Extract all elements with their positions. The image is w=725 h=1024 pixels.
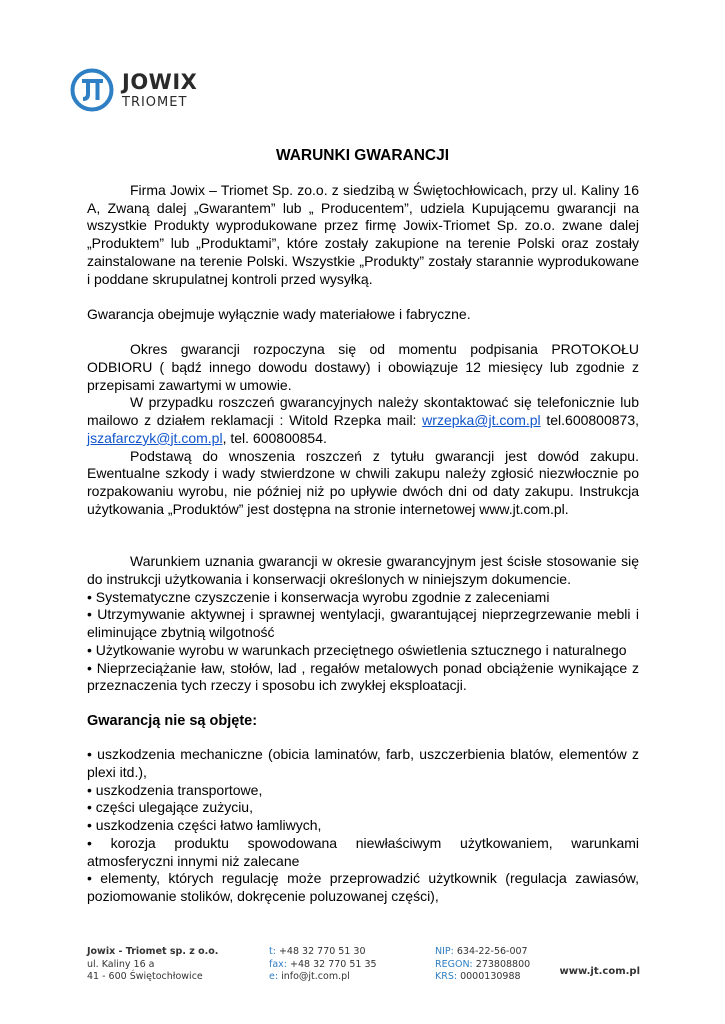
claims-paragraph [87, 394, 639, 447]
list-item: • części ulegające zużyciu, [87, 799, 253, 816]
fax-label: fax: [269, 958, 287, 970]
nip-label: NIP: [435, 946, 454, 957]
claims-phone-1: tel.600800873, [540, 412, 639, 429]
list-item: • Nieprzeciążanie ław, stołów, lad , regałów metalowych ponad obciążenie wynikające z przeznaczenia tych rzeczy i sposobu ich zwykłej eksploatacji. [87, 659, 639, 694]
list-item: • elementy, których regulację może przeprowadzić użytkownik (regulacja zawiasów, poziomowanie stolików, dokręcenie poluzowanej części), [87, 870, 639, 904]
claims-phone-2: , tel. 600800854. [222, 429, 327, 446]
list-item: • Utrzymywanie aktywnej i sprawnej wentylacji, gwarantującej nieprzegrzewanie mebli i eliminujące zbytnią wilgotność [87, 606, 639, 641]
document-title: WARUNKI GWARANCJI [275, 147, 450, 164]
brand-name: JOWIX [122, 70, 198, 94]
footer-address [87, 946, 218, 984]
footer-registry [435, 946, 530, 984]
email-link-jszafarczyk[interactable]: jszafarczyk@jt.com.pl [87, 429, 223, 446]
footer-contact [269, 946, 377, 984]
list-item: • uszkodzenia transportowe, [87, 781, 263, 798]
proof-paragraph: Podstawą do wnoszenia roszczeń z tytułu gwarancji jest dowód zakupu. Ewentualne szkody i wady stwierdzone w chwili zakupu należy zgłosić niezwłocznie po rozpakowaniu wyrobu, nie później niż po upływie dwóch dni od daty zakupu. Instrukcja użytkowania „Produktów” jest dostępna na stronie internetowej www.jt.com.pl. [87, 447, 639, 517]
footer-company: Jowix - Triomet sp. z o.o. [87, 946, 219, 957]
intro-paragraph: Firma Jowix – Triomet Sp. zo.o. z siedzibą w Świętochłowicach, przy ul. Kaliny 16 A, Zwaną dalej „Gwarantem” lub „ Producentem”, udziela Kupującemu gwarancji na wszystkie Produkty wyprodukowane przez firmę Jowix-Triomet Sp. zo.o. zwane dalej „Produktem” lub „Produktami”, które zostały zakupione na terenie Polski oraz zostały zainstalowane na terenie Polski. Wszystkie „Produkty” zostały starannie wyprodukowane i poddane skrupulatnej kontroli przed wysyłką. [87, 182, 639, 287]
footer-city: 41 - 600 Świętochłowice [87, 971, 203, 982]
email-link-wrzepka[interactable]: wrzepka@jt.com.pl [422, 412, 541, 429]
scope-paragraph: Gwarancja obejmuje wyłącznie wady materiałowe i fabryczne. [87, 305, 471, 322]
jt-logo-icon [70, 68, 114, 112]
list-item: • Systematyczne czyszczenie i konserwacja wyrobu zgodnie z zaleceniami [87, 588, 550, 605]
list-item: • korozja produktu spowodowana niewłaściwym użytkowaniem, warunkami atmosferyczni innymi niż zalecane [87, 834, 639, 869]
page-footer [87, 946, 640, 986]
krs-label: KRS: [435, 971, 458, 982]
claims-text: W przypadku roszczeń gwarancyjnych należy skontaktować się telefonicznie lub mailowo z działem reklamacji : Witold Rzepka mail: [87, 394, 639, 429]
footer-krs: 0000130988 [460, 971, 521, 982]
footer-regon: 273808800 [475, 958, 531, 970]
tel-label: t: [269, 946, 276, 957]
conditions-paragraph: Warunkiem uznania gwarancji w okresie gwarancyjnym jest ścisłe stosowanie się do instrukcji użytkowania i konserwacji określonych w niniejszym dokumencie. [87, 553, 639, 588]
footer-street: ul. Kaliny 16 a [87, 958, 155, 970]
list-item: • Użytkowanie wyrobu w warunkach przeciętnego oświetlenia sztucznego i naturalnego [87, 641, 627, 658]
list-item: • uszkodzenia mechaniczne (obicia laminatów, farb, uszczerbienia blatów, elementów z plexi itd.), [87, 746, 639, 781]
footer-tel: +48 32 770 51 30 [278, 946, 366, 957]
list-item: • uszkodzenia części łatwo łamliwych, [87, 817, 322, 834]
period-paragraph: Okres gwarancji rozpoczyna się od momentu podpisania PROTOKOŁU ODBIORU ( bądź innego dowodu dostawy) i obowiązuje 12 miesięcy lub zgodnie z przepisami zawartymi w umowie. [87, 341, 639, 393]
footer-website[interactable]: www.jt.com.pl [559, 966, 640, 977]
footer-nip: 634-22-56-007 [456, 946, 528, 957]
email-label: e: [269, 971, 279, 982]
document-body [87, 182, 639, 906]
exclusions-heading: Gwarancją nie są objęte: [87, 712, 258, 729]
footer-email[interactable]: info@jt.com.pl [281, 971, 350, 982]
footer-fax: +48 32 770 51 35 [290, 958, 377, 970]
regon-label: REGON: [435, 958, 473, 970]
brand-subtitle: TRIOMET [122, 95, 188, 110]
